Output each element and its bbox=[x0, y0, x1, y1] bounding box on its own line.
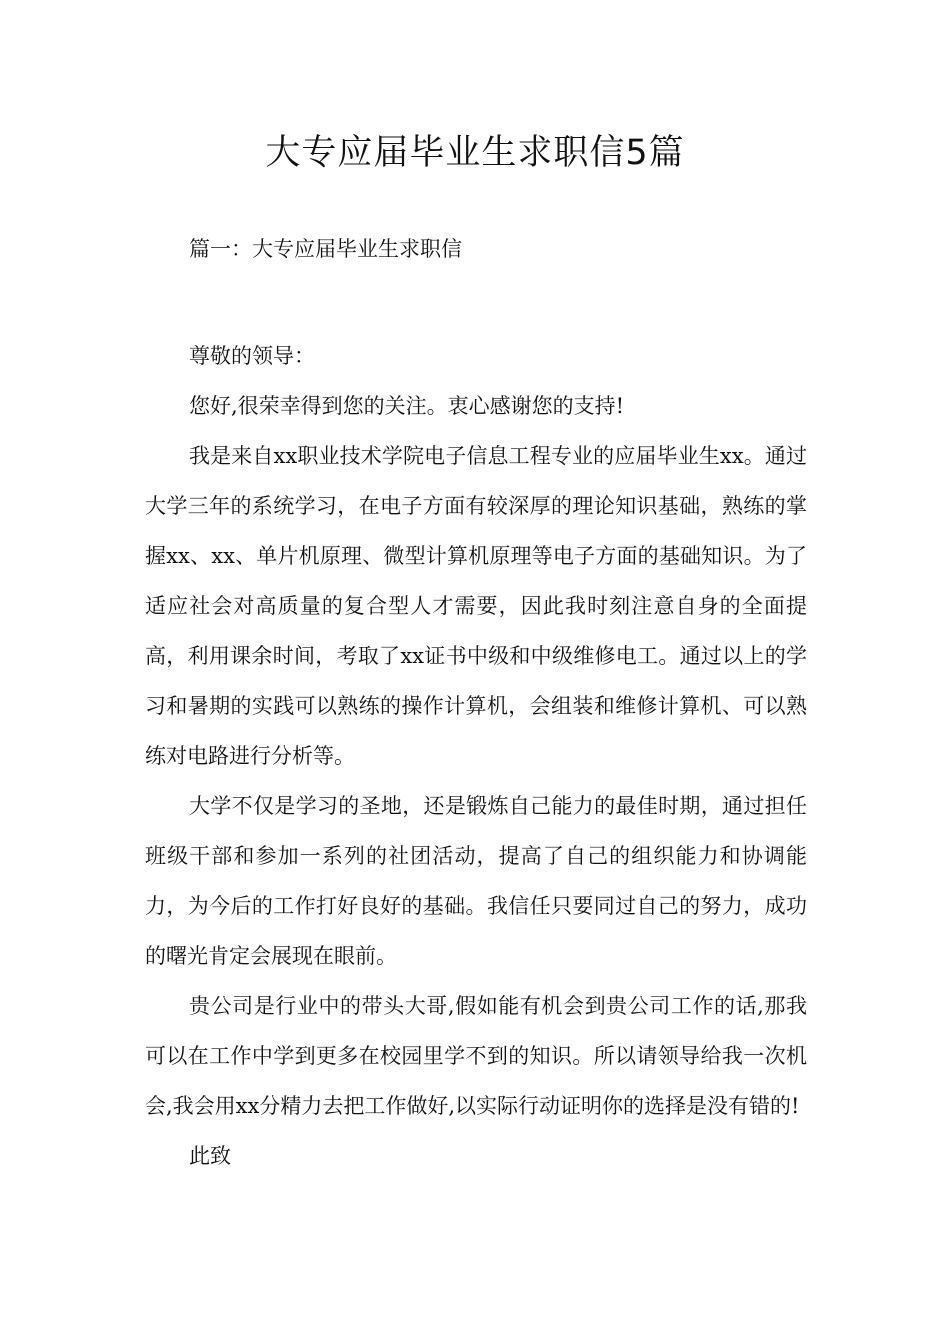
letter-body bbox=[145, 331, 807, 1181]
experience-paragraph: 大学不仅是学习的圣地，还是锻炼自己能力的最佳时期，通过担任班级干部和参加一系列的社团活动，提高了自己的组织能力和协调能力，为今后的工作打好良好的基础。我信任只要同过自己的努力，成功的曙光肯定会展现在眼前。 bbox=[145, 794, 807, 968]
section-heading: 篇一：大专应届毕业生求职信 bbox=[189, 237, 462, 261]
closing-phrase: 此致 bbox=[189, 1144, 231, 1168]
salutation: 尊敬的领导： bbox=[189, 344, 315, 368]
company-paragraph: 贵公司是行业中的带头大哥,假如能有机会到贵公司工作的话,那我可以在工作中学到更多在校园里学不到的知识。所以请领导给我一次机会,我会用xx分精力去把工作做好,以实际行动证明你的选择是没有错的! bbox=[145, 994, 807, 1118]
introduction-paragraph: 我是来自xx职业技术学院电子信息工程专业的应届毕业生xx。通过大学三年的系统学习，在电子方面有较深厚的理论知识基础，熟练的掌握xx、xx、单片机原理、微型计算机原理等电子方面的基础知识。为了适应社会对高质量的复合型人才需要，因此我时刻注意自身的全面提高，利用课余时间，考取了xx证书中级和中级维修电工。通过以上的学习和暑期的实践可以熟练的操作计算机，会组装和维修计算机、可以熟练对电路进行分析等。 bbox=[145, 444, 807, 768]
document-title: 大专应届毕业生求职信5篇 bbox=[265, 133, 685, 173]
greeting-paragraph: 您好,很荣幸得到您的关注。衷心感谢您的支持! bbox=[189, 394, 625, 418]
